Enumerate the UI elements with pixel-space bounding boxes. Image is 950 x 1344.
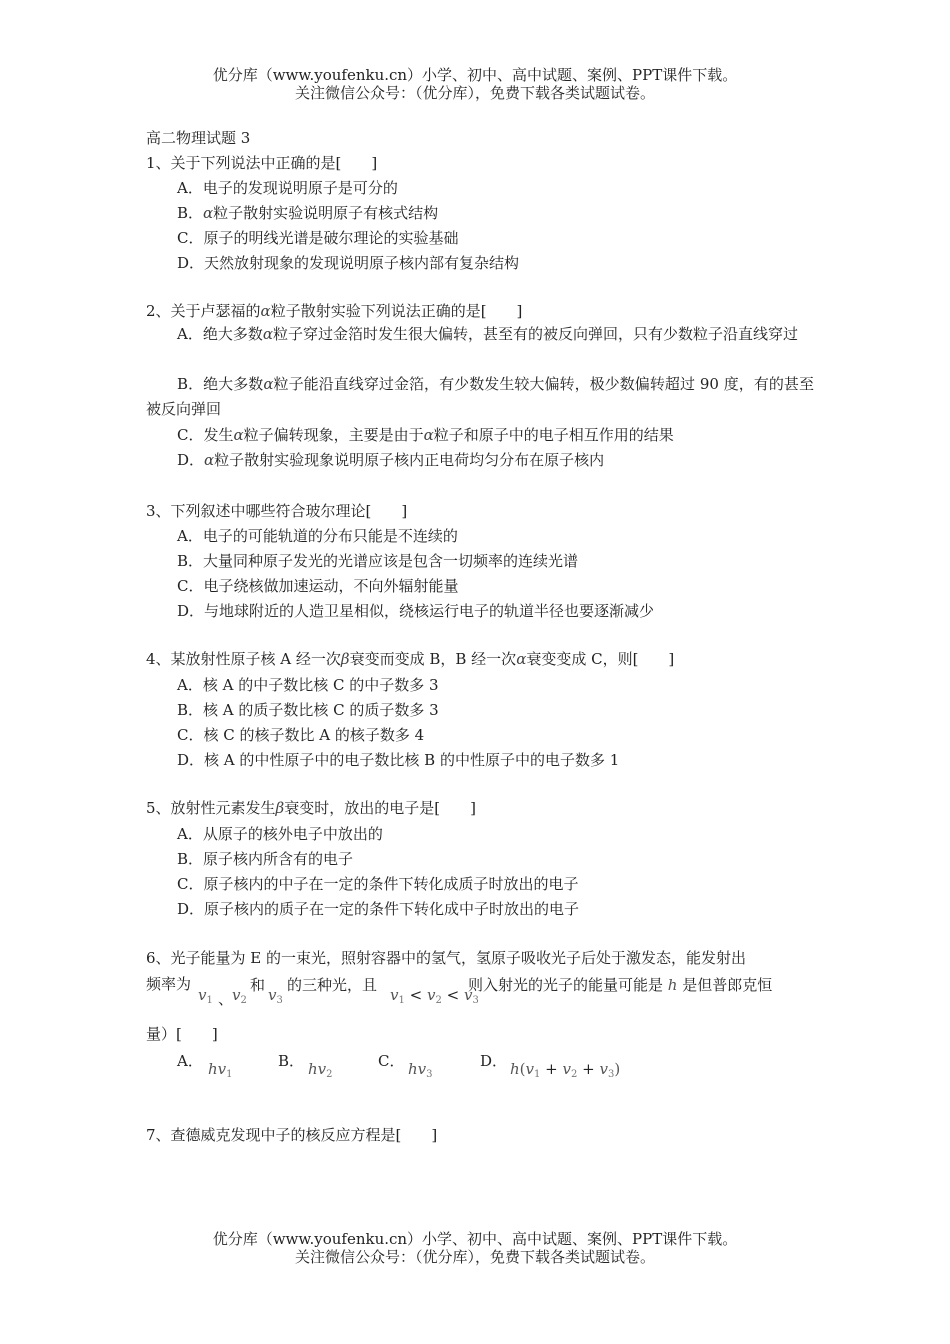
alpha-symbol: α (204, 451, 215, 469)
q3-option-c: C．电子绕核做加速运动，不向外辐射能量 (177, 577, 459, 595)
alpha-symbol: α (423, 426, 434, 444)
q5-option-a: A．从原子的核外电子中放出的 (177, 825, 383, 843)
q2-option-b: B．绝大多数α粒子能沿直线穿过金箔，有少数发生较大偏转，极少数偏转超过 90 度，有的甚至被反向弹回 (146, 375, 814, 418)
q4-option-a: A．核 A 的中子数比核 C 的中子数多 3 (177, 676, 439, 694)
alpha-symbol: α (203, 204, 214, 222)
q6-option-c-formula: $hv_3$ (408, 1060, 433, 1080)
header-line-2: 关注微信公众号：（优分库），免费下载各类试题试卷。 (294, 84, 655, 102)
q5-option-c: C．原子核内的中子在一定的条件下转化成质子时放出的电子 (177, 875, 579, 893)
q1-option-b: B．α粒子散射实验说明原子有核式结构 (177, 204, 439, 222)
q6-line-1: 6、光子能量为 E 的一束光，照射容器中的氢气，氢原子吸收光子后处于激发态，能发射出 (146, 949, 747, 967)
q6-option-a-label: A． (177, 1052, 203, 1070)
beta-symbol: β (275, 799, 285, 817)
q6-option-d-formula: $h(v_1 + v_2 + v_3)$ (510, 1060, 621, 1080)
q1-option-d: D．天然放射现象的发现说明原子核内部有复杂结构 (177, 254, 520, 272)
q7-stem: 7、查德威克发现中子的核反应方程是[ ] (146, 1126, 438, 1144)
nu3-symbol: $v_3$ (268, 986, 283, 1006)
planck-h: h (667, 976, 678, 994)
nu2-symbol: $v_2$ (232, 986, 247, 1006)
q6-line-2c: 则入射光的光子的能量可能是 h 是但普郎克恒 (468, 976, 773, 994)
q1-option-c: C．原子的明线光谱是破尔理论的实验基础 (177, 229, 459, 247)
q5-option-b: B．原子核内所含有的电子 (177, 850, 354, 868)
q2-stem: 2、关于卢瑟福的α粒子散射实验下列说法正确的是[ ] (146, 302, 523, 320)
page-header (0, 66, 950, 102)
q6-line-3: 量）[ ] (146, 1025, 218, 1043)
q6-option-c-label: C． (378, 1052, 405, 1070)
footer-line-2: 关注微信公众号：（优分库），免费下载各类试题试卷。 (294, 1248, 655, 1266)
alpha-symbol: α (516, 650, 527, 668)
q1-stem: 1、关于下列说法中正确的是[ ] (146, 154, 378, 172)
q6-option-b-label: B． (278, 1052, 305, 1070)
beta-symbol: β (340, 650, 350, 668)
q3-option-a: A．电子的可能轨道的分布只能是不连续的 (177, 527, 458, 545)
header-line-1: 优分库（www.youfenku.cn）小学、初中、高中试题、案例、PPT课件下载。 (212, 66, 738, 84)
q4-option-d: D．核 A 的中性原子中的电子数比核 B 的中性原子中的电子数多 1 (177, 751, 620, 769)
q6-line-2a: 频率为 (146, 975, 192, 993)
alpha-symbol: α (260, 302, 271, 320)
q3-option-b: B．大量同种原子发光的光谱应该是包含一切频率的连续光谱 (177, 552, 579, 570)
document-title: 高二物理试题 3 (146, 129, 251, 147)
q1-option-a: A．电子的发现说明原子是可分的 (177, 179, 398, 197)
q5-option-d: D．原子核内的质子在一定的条件下转化成中子时放出的电子 (177, 900, 580, 918)
page-footer (0, 1230, 950, 1266)
q6-option-a-formula: $hv_1$ (208, 1060, 233, 1080)
q6-separator: 、 (218, 990, 234, 1008)
q6-line-2b: 的三种光，且 (287, 976, 378, 994)
q5-stem: 5、放射性元素发生β衰变时，放出的电子是[ ] (146, 799, 476, 817)
q2-option-a: A．绝大多数α粒子穿过金箔时发生很大偏转，甚至有的被反向弹回，只有少数粒子沿直线穿过 (177, 325, 798, 343)
q4-option-c: C．核 C 的核子数比 A 的核子数多 4 (177, 726, 425, 744)
q3-option-d: D．与地球附近的人造卫星相似，绕核运行电子的轨道半径也要逐渐减少 (177, 602, 655, 620)
q6-and: 和 (250, 976, 266, 994)
nu1-symbol: $v_1$ (198, 986, 213, 1006)
q6-option-b-formula: $hv_2$ (308, 1060, 333, 1080)
alpha-symbol: α (263, 375, 274, 393)
q4-option-b: B．核 A 的质子数比核 C 的质子数多 3 (177, 701, 439, 719)
q3-stem: 3、下列叙述中哪些符合玻尔理论[ ] (146, 502, 408, 520)
alpha-symbol: α (262, 325, 273, 343)
q2-option-d: D．α粒子散射实验现象说明原子核内正电荷均匀分布在原子核内 (177, 451, 605, 469)
nu-inequality: $v_1 < v_2 < v_3$ (390, 986, 479, 1006)
q6-option-d-label: D． (480, 1052, 508, 1070)
q2-option-c: C．发生α粒子偏转现象，主要是由于α粒子和原子中的电子相互作用的结果 (177, 426, 674, 444)
q4-stem: 4、某放射性原子核 A 经一次β衰变而变成 B，B 经一次α衰变变成 C，则[ ] (146, 650, 675, 668)
alpha-symbol: α (233, 426, 244, 444)
footer-line-1: 优分库（www.youfenku.cn）小学、初中、高中试题、案例、PPT课件下载。 (212, 1230, 738, 1248)
